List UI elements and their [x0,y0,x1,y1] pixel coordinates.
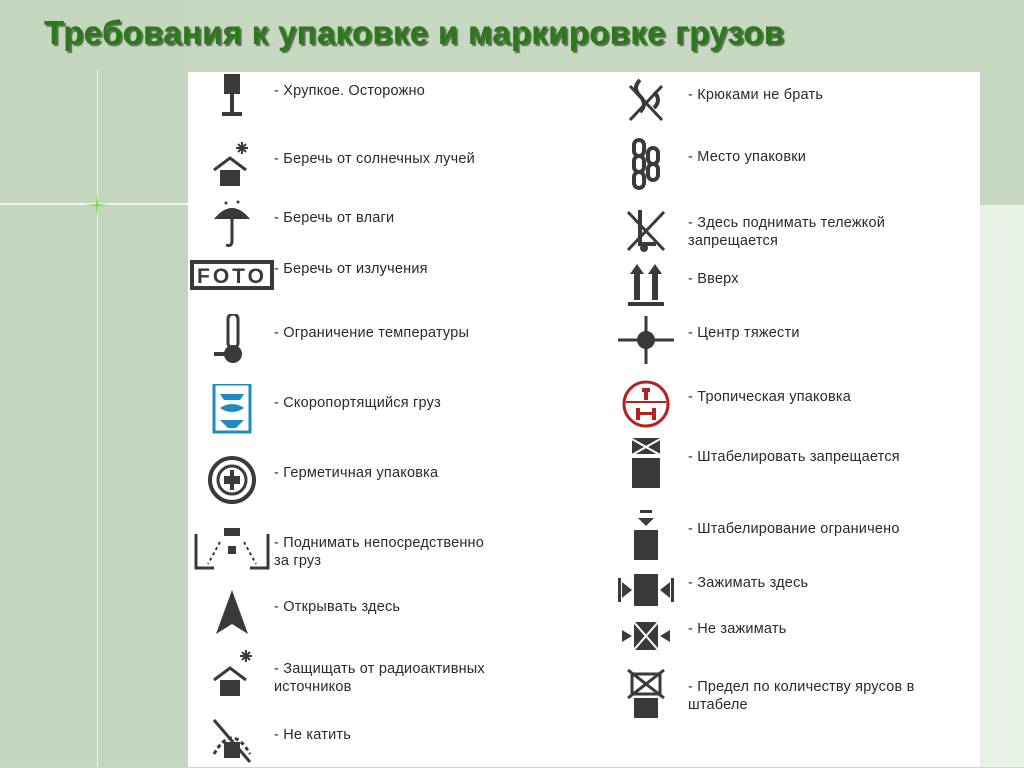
marking-item-hermetic [190,454,438,506]
marking-label [274,524,484,570]
sun-protect-icon [190,140,274,192]
marking-item-tropical [604,378,851,430]
stack-tier-limit-icon [604,668,688,720]
marking-label-line: - Здесь поднимать тележкой [688,215,886,231]
marking-label: - Беречь от влаги [274,210,395,226]
marking-label: - Центр тяжести [688,325,800,341]
this-way-up-icon [604,260,688,312]
marking-label-line: - Предел по количеству ярусов в [688,679,915,695]
marking-label-line: запрещается [688,233,779,249]
perishable-fish-icon [190,384,274,436]
foto-icon-text: FOTO [197,265,267,288]
open-here-arrow-icon [190,588,274,640]
background-right-strip [980,205,1024,767]
marking-label: - Не зажимать [688,621,787,637]
thermometer-icon [190,314,274,366]
marking-label: - Хрупкое. Осторожно [274,83,426,99]
slide-title: Требования к упаковке и маркировке грузов [44,14,785,51]
marking-label: - Скоропортящийся груз [274,395,441,411]
marking-item-tier-limit [604,668,915,720]
sparkle-icon [85,193,109,217]
center-of-gravity-icon [604,314,688,366]
markings-sheet [188,72,980,767]
marking-label: - Вверх [688,271,739,287]
stacking-limit-icon [604,510,688,562]
marking-item-no-hooks [604,76,823,128]
decor-vertical-line [97,70,98,767]
marking-label: - Беречь от солнечных лучей [274,151,475,167]
marking-item-sun [190,140,475,192]
marking-label: - Крюками не брать [688,87,824,103]
marking-item-radioactive [190,650,485,702]
marking-item-this-way-up [604,260,739,312]
hermetic-seal-icon [190,454,274,506]
marking-label: - Беречь от излучения [274,261,428,277]
marking-item-stack-limit [604,510,900,562]
marking-item-center-gravity [604,314,800,366]
marking-item-lift-directly [190,524,484,576]
marking-label: - Штабелирование ограничено [688,521,900,537]
marking-label [688,204,885,250]
marking-label: - Зажимать здесь [688,575,809,591]
chain-sling-icon [604,138,688,190]
marking-label-line: - Защищать от радиоактивных [274,661,485,677]
fragile-glass-icon [190,72,274,124]
marking-label-line: за груз [274,553,322,569]
marking-item-sling [604,138,806,190]
marking-item-perishable [190,384,441,436]
background-left-band [0,0,188,767]
marking-item-no-stacking [604,438,900,490]
marking-label: - Ограничение температуры [274,325,470,341]
marking-label: - Тропическая упаковка [688,389,852,405]
marking-item-radiation-light [190,250,428,302]
marking-label [688,668,915,714]
marking-item-no-clamp [604,610,786,662]
marking-label [274,650,485,696]
marking-item-fragile [190,72,425,124]
no-hooks-icon [604,76,688,128]
umbrella-icon [190,199,274,251]
marking-item-no-handtruck [604,204,885,256]
no-rolling-icon [190,716,274,768]
no-stacking-icon [604,438,688,490]
marking-label-line: - Поднимать непосредственно [274,535,485,551]
marking-item-temperature [190,314,469,366]
marking-label: - Открывать здесь [274,599,401,615]
no-handtruck-icon [604,204,688,256]
marking-label: - Не катить [274,727,351,743]
marking-item-open-here [190,588,400,640]
lift-directly-icon [190,524,274,576]
no-clamp-icon [604,610,688,662]
radiation-protect-icon [190,650,274,702]
marking-label: - Штабелировать запрещается [688,449,900,465]
marking-item-moisture [190,199,394,251]
marking-label-line: источников [274,679,352,695]
clamp-here-icon [604,564,688,616]
marking-label: - Герметичная упаковка [274,465,439,481]
marking-label: - Место упаковки [688,149,807,165]
marking-label-line: штабеле [688,697,748,713]
tropical-pack-icon [604,378,688,430]
marking-item-no-rolling [190,716,351,768]
marking-item-clamp-here [604,564,808,616]
foto-icon [190,250,274,302]
